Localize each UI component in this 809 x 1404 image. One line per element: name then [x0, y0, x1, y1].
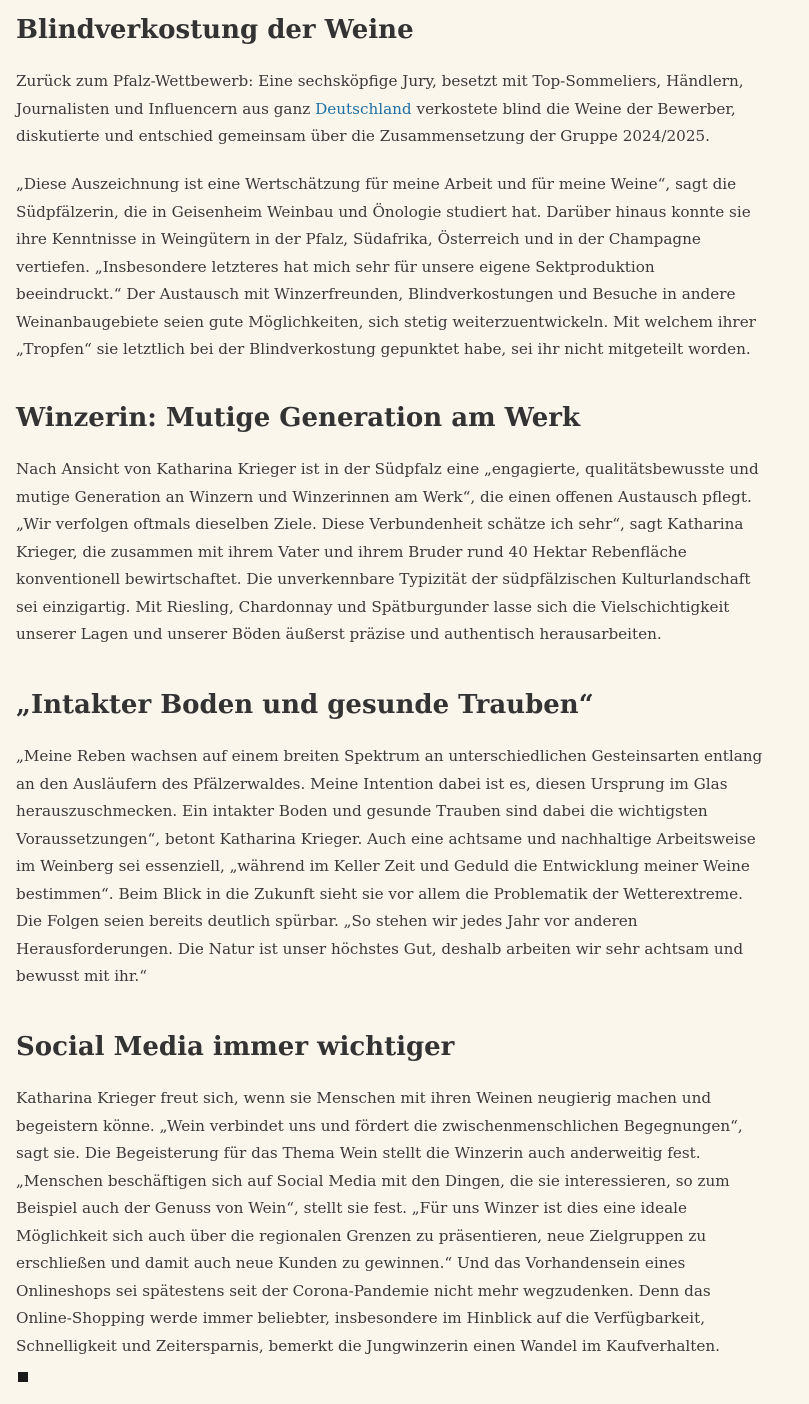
section-heading-winzerin: Winzerin: Mutige Generation am Werk — [16, 403, 580, 433]
text-line: Möglichkeit sich auch über die regionalen Grenzen zu präsentieren, neue Zielgruppen zu — [16, 1226, 707, 1245]
text-line — [16, 96, 744, 124]
text-line: diskutierte und entschied gemeinsam über die Zusammensetzung der Gruppe 2024/2025. — [16, 127, 710, 145]
text-line: Weinanbaugebiete seien gute Möglichkeiten, sich stetig weiterzuentwickeln. Mit welchem ihrer — [16, 312, 756, 331]
text-line: unserer Lagen und unserer Böden äußerst präzise und authentisch herausarbeiten. — [16, 625, 662, 643]
text-line: konventionell bewirtschaftet. Die unverkennbare Typizität der südpfälzischen Kulturlandschaft — [16, 570, 751, 588]
section-heading-boden: „Intakter Boden und gesunde Trauben“ — [16, 690, 594, 720]
text-line: Onlineshops sei spätestens seit der Corona-Pandemie nicht mehr wegzudenken. Denn das — [16, 1281, 711, 1300]
text-line: Voraussetzungen“, betont Katharina Krieger. Auch eine achtsame und nachhaltige Arbeitsweise — [16, 829, 756, 848]
text-line: erschließen und damit auch neue Kunden zu gewinnen.“ Und das Vorhandensein eines — [16, 1254, 686, 1272]
deutschland-link[interactable]: Deutschland — [315, 99, 412, 118]
section-heading-social-media: Social Media immer wichtiger — [16, 1032, 455, 1062]
text-line: Südpfälzerin, die in Geisenheim Weinbau und Önologie studiert hat. Darüber hinaus konnte sie — [16, 202, 751, 221]
text-line: herauszuschmecken. Ein intakter Boden und gesunde Trauben sind dabei die wichtigsten — [16, 802, 708, 820]
text-segment: Journalisten und Influencern aus ganz — [16, 99, 316, 118]
text-line: an den Ausläufern des Pfälzerwaldes. Meine Intention dabei ist es, diesen Ursprung im Glas — [16, 774, 728, 793]
paragraph-reben — [16, 743, 762, 991]
text-line: „Menschen beschäftigen sich auf Social Media mit den Dingen, die sie interessieren, so zum — [16, 1171, 730, 1190]
text-segment: verkostete blind die Weine der Bewerber, — [411, 99, 736, 118]
text-line: Schnelligkeit und Zeitersparnis, bemerkt die Jungwinzerin einen Wandel im Kaufverhalten. — [16, 1336, 720, 1355]
article-end-mark-icon — [18, 1372, 28, 1382]
text-line: ihre Kenntnisse in Weingütern in der Pfalz, Südafrika, Österreich und in der Champagne — [16, 230, 701, 248]
text-line: bestimmen“. Beim Blick in die Zukunft sieht sie vor allem die Problematik der Wetterextreme. — [16, 884, 743, 903]
text-line: vertiefen. „Insbesondere letzteres hat mich sehr für unsere eigene Sektproduktion — [16, 257, 655, 276]
paragraph-social-media — [16, 1085, 743, 1360]
text-line: „Wir verfolgen oftmals dieselben Ziele. Diese Verbundenheit schätze ich sehr“, sagt Katharina — [16, 515, 744, 533]
text-line: Online-Shopping werde immer beliebter, insbesondere im Hinblick auf die Verfügbarkeit, — [16, 1309, 706, 1327]
text-line: bewusst mit ihr.“ — [16, 967, 148, 985]
text-line: beeindruckt.“ Der Austausch mit Winzerfreunden, Blindverkostungen und Besuche in andere — [16, 285, 736, 303]
text-line: sei einzigartig. Mit Riesling, Chardonnay und Spätburgunder lasse sich die Vielschichtigkeit — [16, 597, 730, 616]
text-line: Herausforderungen. Die Natur ist unser höchstes Gut, deshalb arbeiten wir sehr achtsam und — [16, 939, 744, 958]
paragraph-generation — [16, 456, 759, 649]
text-line: „Diese Auszeichnung ist eine Wertschätzung für meine Arbeit und für meine Weine“, sagt die — [16, 175, 737, 193]
text-line: Katharina Krieger freut sich, wenn sie Menschen mit ihren Weinen neugierig machen und — [16, 1089, 712, 1107]
text-line: Krieger, die zusammen mit ihrem Vater und ihrem Bruder rund 40 Hektar Rebenfläche — [16, 542, 687, 561]
text-line: begeistern könne. „Wein verbindet uns und fördert die zwischenmenschlichen Begegnungen“, — [16, 1116, 743, 1135]
text-line: Die Folgen seien bereits deutlich spürbar. „So stehen wir jedes Jahr vor anderen — [16, 912, 638, 930]
text-line: mutige Generation an Winzern und Winzerinnen am Werk“, die einen offenen Austausch pflegt. — [16, 487, 752, 506]
text-line: Beispiel auch der Genuss von Wein“, stellt sie fest. „Für uns Winzer ist dies eine ideale — [16, 1199, 688, 1217]
section-heading-blindverkostung: Blindverkostung der Weine — [16, 15, 414, 45]
text-line: im Weinberg sei essenziell, „während im Keller Zeit und Geduld die Entwicklung meiner Weine — [16, 857, 750, 875]
text-line: „Tropfen“ sie letztlich bei der Blindverkostung gepunktet habe, sei ihr nicht mitgeteilt worden. — [16, 340, 751, 358]
text-line: Zurück zum Pfalz-Wettbewerb: Eine sechsköpfige Jury, besetzt mit Top-Sommeliers, Händlern, — [16, 72, 744, 90]
text-line: Nach Ansicht von Katharina Krieger ist in der Südpfalz eine „engagierte, qualitätsbewusste und — [16, 460, 759, 478]
text-line: sagt sie. Die Begeisterung für das Thema Wein stellt die Winzerin auch anderweitig fest. — [16, 1144, 701, 1162]
paragraph-auszeichnung — [16, 171, 756, 364]
paragraph-jury — [16, 68, 744, 151]
text-line: „Meine Reben wachsen auf einem breiten Spektrum an unterschiedlichen Gesteinsarten entlang — [16, 747, 763, 765]
